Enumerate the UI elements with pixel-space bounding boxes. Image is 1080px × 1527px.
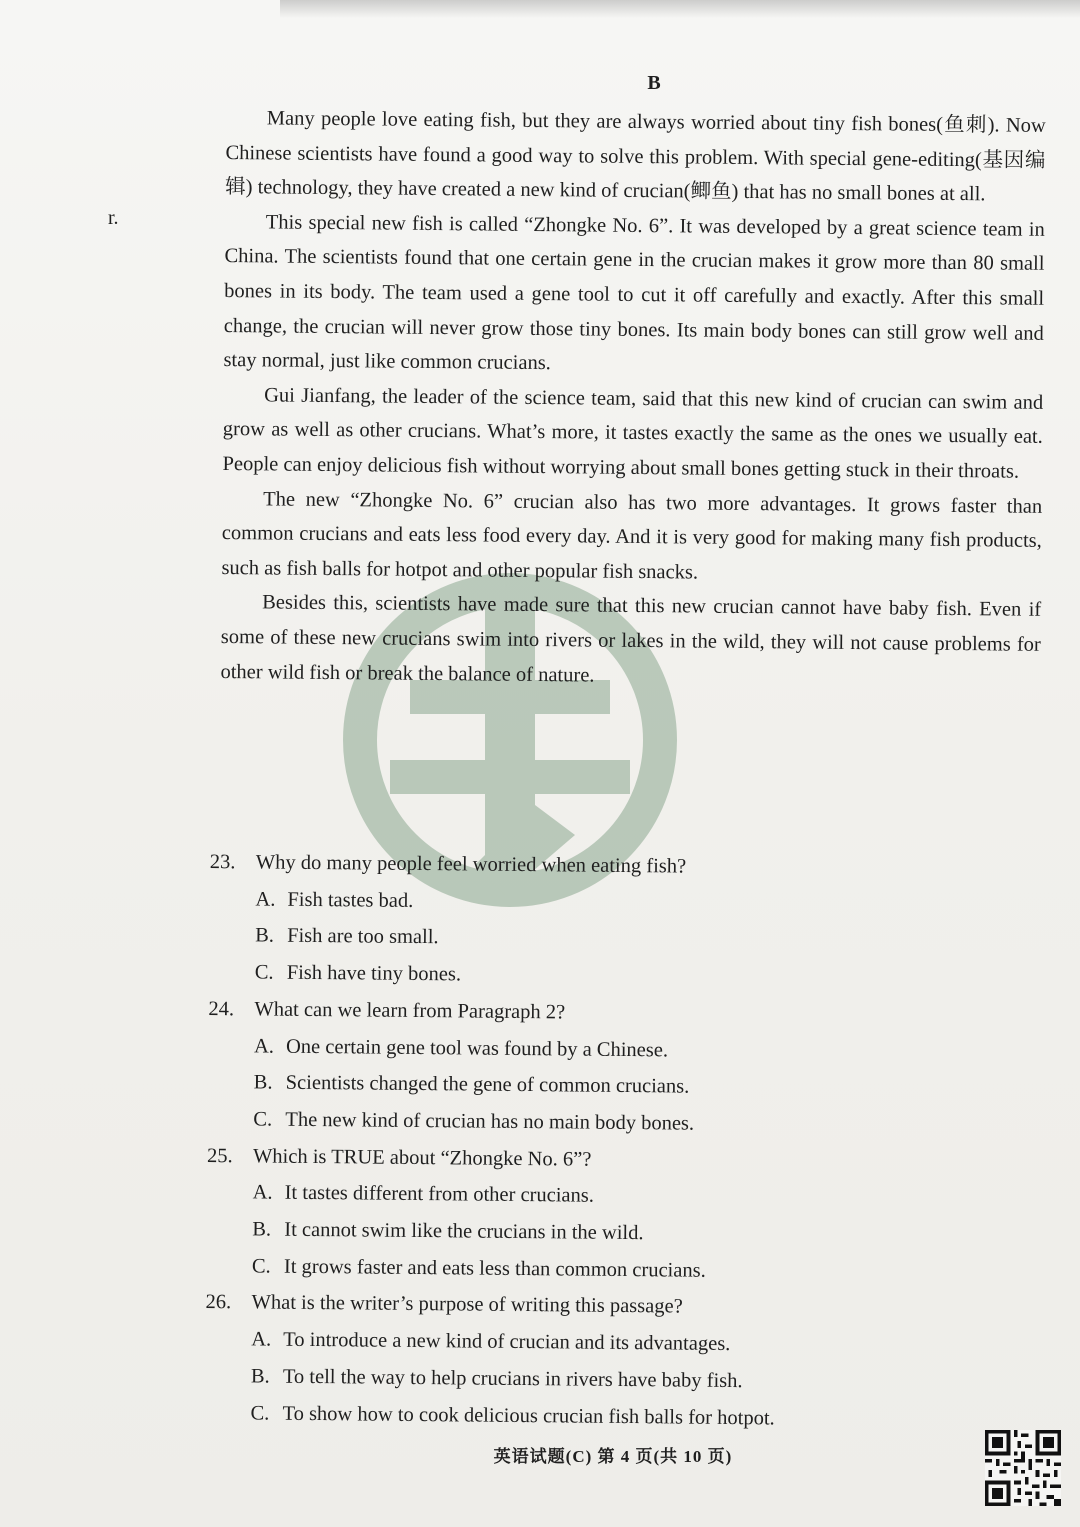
option-letter: A. xyxy=(255,888,276,911)
option-text: Fish tastes bad. xyxy=(287,888,414,912)
option-text: Fish have tiny bones. xyxy=(286,961,462,986)
passage-paragraph: Many people love eating fish, but they are always worried about tiny fish bones(鱼刺). Now Chinese scientists have found a good way to solve this problem. With special gene-editing(基因编辑) technology, they have created a new kind of crucian(鲫鱼) that has no small bones at all. xyxy=(225,107,1046,206)
question-25 xyxy=(206,1138,907,1292)
passage-paragraph: Besides this, scientists have made sure that this new crucian cannot have baby fish. Even if some of these new crucians swim into rivers or lakes in the wild, they will not cause problems for other wild fish or break the balance of nature. xyxy=(220,591,1042,687)
question-stem: Why do many people feel worried when eating fish? xyxy=(255,851,687,878)
option-letter: B. xyxy=(253,1071,273,1094)
question-23 xyxy=(209,844,910,998)
question-stem: What can we learn from Paragraph 2? xyxy=(254,998,566,1024)
option-text: Scientists changed the gene of common crucians. xyxy=(285,1071,690,1098)
option-text: It tastes different from other crucians. xyxy=(284,1182,595,1208)
option-b xyxy=(205,1358,905,1401)
question-number: 26. xyxy=(205,1291,232,1314)
qr-code-icon xyxy=(985,1430,1061,1506)
option-letter: C. xyxy=(251,1255,271,1278)
passage-paragraph: Gui Jianfang, the leader of the science team, said that this new kind of crucian can swim and grow as well as other crucians. What’s more, it tastes exactly the same as the ones we usually eat. People can enjoy delicious fish without worrying about small bones getting stuck in their throats. xyxy=(222,384,1044,483)
option-b xyxy=(206,1211,906,1254)
option-letter: B. xyxy=(252,1218,272,1241)
question-26 xyxy=(204,1284,905,1438)
option-letter: A. xyxy=(251,1328,272,1351)
passage-paragraph: This special new fish is called “Zhongke No. 6”. It was developed by a great science team in China. The scientists found that one certain gene in the crucian makes it grow more than 80 small bones in its body. The team used a gene tool to cut it off carefully and exactly. After this small change, the crucian will never grow those tiny bones. Its main body bones can still grow well and stay normal, just like common crucians. xyxy=(223,211,1045,375)
option-letter: A. xyxy=(252,1181,273,1204)
margin-mark: r. xyxy=(108,207,119,229)
scan-shadow xyxy=(280,0,1080,18)
option-letter: C. xyxy=(253,1108,273,1131)
option-letter: C. xyxy=(250,1401,270,1425)
question-number: 25. xyxy=(206,1144,233,1167)
question-stem: Which is TRUE about “Zhongke No. 6”? xyxy=(252,1145,592,1171)
option-c xyxy=(207,1101,907,1144)
section-label: B xyxy=(647,72,661,94)
option-letter: B. xyxy=(255,924,275,948)
option-text: It cannot swim like the crucians in the wild. xyxy=(284,1218,644,1245)
option-text: One certain gene tool was found by a Chinese. xyxy=(285,1035,669,1061)
question-24 xyxy=(207,991,908,1145)
option-letter: B. xyxy=(250,1365,270,1388)
option-text: Fish are too small. xyxy=(287,925,439,949)
option-letter: C. xyxy=(254,961,274,984)
option-text: To show how to cook delicious crucian fish balls for hotpot. xyxy=(282,1402,775,1429)
question-number: 23. xyxy=(209,850,236,874)
option-text: To tell the way to help crucians in rivers have baby fish. xyxy=(282,1365,743,1392)
question-number: 24. xyxy=(208,997,235,1021)
page-footer: 英语试题(C) 第 4 页(共 10 页) xyxy=(493,1447,733,1466)
passage-paragraph: The new “Zhongke No. 6” crucian also has two more advantages. It grows faster than common crucians and eats less food every day. And it is very good for making many fish products, such as fish balls for hotpot and other popular fish snacks. xyxy=(221,487,1043,584)
option-letter: A. xyxy=(253,1034,275,1058)
option-text: The new kind of crucian has no main body bones. xyxy=(285,1108,695,1135)
question-list xyxy=(204,844,910,1438)
question-stem: What is the writer’s purpose of writing this passage? xyxy=(251,1291,683,1318)
reading-passage xyxy=(220,101,1046,697)
option-c xyxy=(204,1395,904,1438)
option-text: To introduce a new kind of crucian and its advantages. xyxy=(283,1328,731,1356)
option-text: It grows faster and eats less than common crucians. xyxy=(283,1255,706,1282)
